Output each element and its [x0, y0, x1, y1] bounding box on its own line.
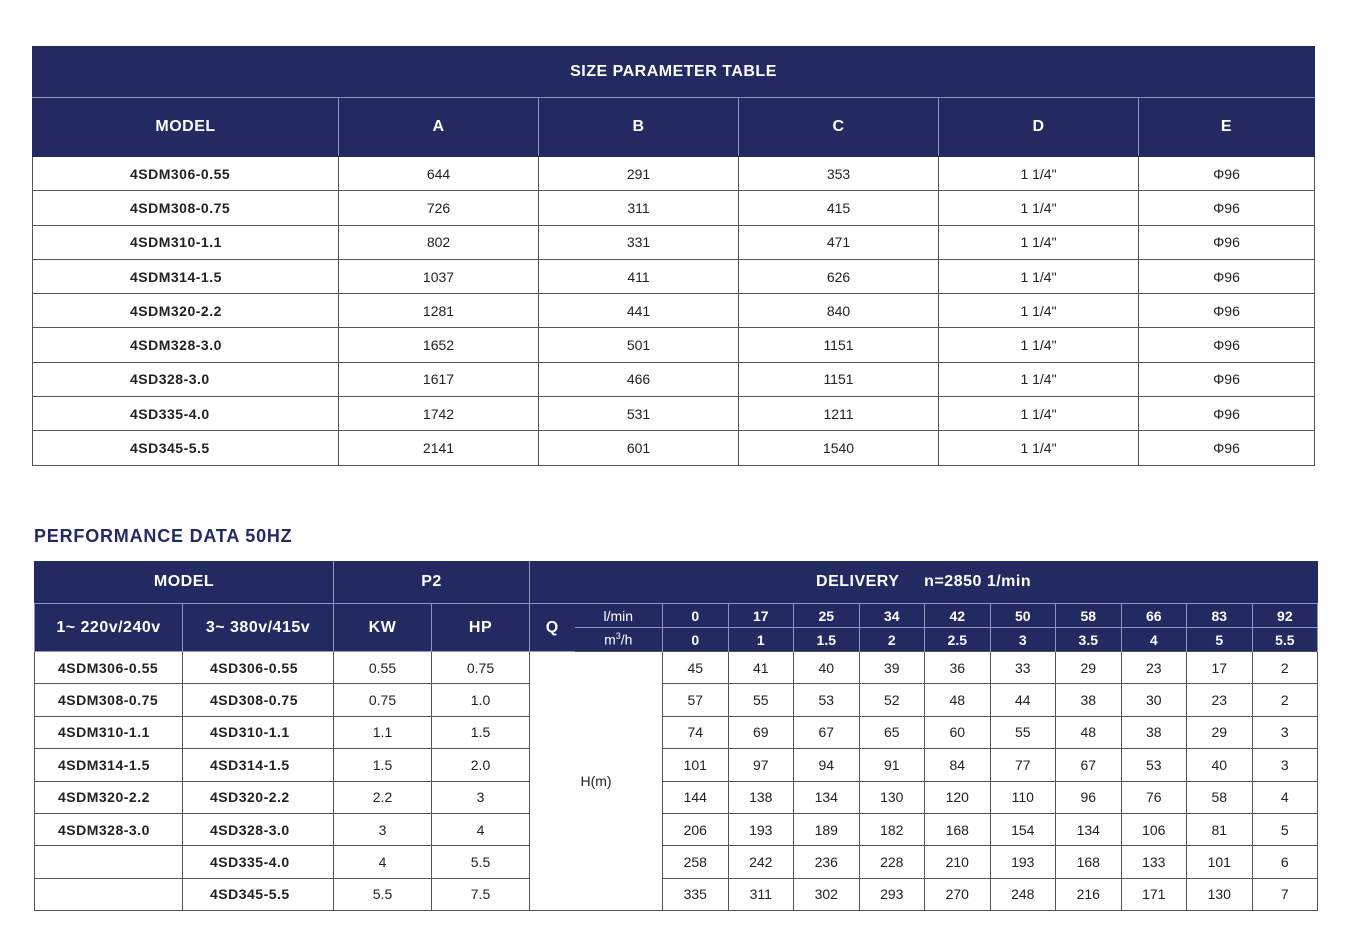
head-value-cell: 120: [925, 781, 991, 813]
model-cell: 4SDM310-1.1: [33, 225, 339, 259]
head-value-cell: 236: [794, 846, 860, 878]
size-table-row: [33, 191, 1315, 225]
head-value-cell: 57: [663, 684, 729, 716]
header-lmin-unit: l/min: [575, 604, 663, 628]
flow-lmin-cell: 0: [663, 604, 729, 628]
performance-row: [35, 716, 1318, 748]
three-phase-model-cell: 4SD345-5.5: [183, 878, 334, 910]
single-phase-model-cell: 4SDM314-1.5: [35, 749, 183, 781]
size-cell-d: 1 1/4": [939, 328, 1139, 362]
size-cell-a: 644: [339, 157, 539, 191]
size-cell-e: Φ96: [1139, 362, 1315, 396]
head-value-cell: 130: [1187, 878, 1253, 910]
head-value-cell: 29: [1187, 716, 1253, 748]
performance-row: [35, 781, 1318, 813]
size-cell-c: 1151: [739, 362, 939, 396]
head-value-cell: 228: [859, 846, 925, 878]
flow-lmin-cell: 92: [1252, 604, 1318, 628]
head-value-cell: 210: [925, 846, 991, 878]
three-phase-model-cell: 4SD310-1.1: [183, 716, 334, 748]
size-cell-e: Φ96: [1139, 397, 1315, 431]
head-value-cell: 38: [1056, 684, 1122, 716]
head-value-cell: 2: [1252, 652, 1318, 684]
performance-row: [35, 652, 1318, 684]
hp-cell: 1.0: [432, 684, 530, 716]
head-value-cell: 55: [728, 684, 794, 716]
head-value-cell: 96: [1056, 781, 1122, 813]
flow-m3h-cell: 0: [663, 628, 729, 652]
head-value-cell: 23: [1121, 652, 1187, 684]
head-value-cell: 242: [728, 846, 794, 878]
perf-header-model: MODEL: [35, 561, 334, 604]
head-value-cell: 133: [1121, 846, 1187, 878]
head-value-cell: 2: [1252, 684, 1318, 716]
size-cell-e: Φ96: [1139, 431, 1315, 465]
head-value-cell: 335: [663, 878, 729, 910]
head-value-cell: 30: [1121, 684, 1187, 716]
size-cell-b: 411: [539, 259, 739, 293]
size-cell-b: 291: [539, 157, 739, 191]
size-cell-b: 466: [539, 362, 739, 396]
size-header-b: B: [539, 98, 739, 157]
head-value-cell: 39: [859, 652, 925, 684]
size-cell-a: 1281: [339, 294, 539, 328]
head-value-cell: 193: [728, 813, 794, 845]
size-cell-c: 1211: [739, 397, 939, 431]
size-table-row: [33, 225, 1315, 259]
head-value-cell: 44: [990, 684, 1056, 716]
flow-lmin-cell: 42: [925, 604, 991, 628]
size-cell-a: 726: [339, 191, 539, 225]
flow-lmin-cell: 25: [794, 604, 860, 628]
size-cell-a: 2141: [339, 431, 539, 465]
hp-cell: 1.5: [432, 716, 530, 748]
head-label-cell: H(m): [530, 652, 663, 911]
head-value-cell: 206: [663, 813, 729, 845]
size-cell-a: 1037: [339, 259, 539, 293]
head-value-cell: 130: [859, 781, 925, 813]
head-value-cell: 138: [728, 781, 794, 813]
head-value-cell: 101: [1187, 846, 1253, 878]
three-phase-model-cell: 4SD308-0.75: [183, 684, 334, 716]
flow-lmin-cell: 83: [1187, 604, 1253, 628]
head-value-cell: 53: [1121, 749, 1187, 781]
head-value-cell: 40: [1187, 749, 1253, 781]
head-value-cell: 134: [1056, 813, 1122, 845]
size-cell-e: Φ96: [1139, 225, 1315, 259]
delivery-label: DELIVERY: [816, 573, 900, 590]
head-value-cell: 7: [1252, 878, 1318, 910]
model-cell: 4SDM328-3.0: [33, 328, 339, 362]
hp-cell: 7.5: [432, 878, 530, 910]
size-cell-b: 331: [539, 225, 739, 259]
header-hp: HP: [432, 604, 530, 652]
size-parameter-table: [32, 46, 1315, 466]
size-cell-a: 1652: [339, 328, 539, 362]
size-cell-e: Φ96: [1139, 259, 1315, 293]
size-table-row: [33, 259, 1315, 293]
flow-m3h-cell: 4: [1121, 628, 1187, 652]
head-value-cell: 69: [728, 716, 794, 748]
head-value-cell: 77: [990, 749, 1056, 781]
kw-cell: 3: [334, 813, 432, 845]
size-header-e: E: [1139, 98, 1315, 157]
size-cell-e: Φ96: [1139, 191, 1315, 225]
size-table-row: [33, 328, 1315, 362]
kw-cell: 1.1: [334, 716, 432, 748]
head-value-cell: 106: [1121, 813, 1187, 845]
size-header-model: MODEL: [33, 98, 339, 157]
size-header-d: D: [939, 98, 1139, 157]
flow-lmin-cell: 17: [728, 604, 794, 628]
head-value-cell: 168: [1056, 846, 1122, 878]
performance-row: [35, 813, 1318, 845]
performance-row: [35, 684, 1318, 716]
head-value-cell: 3: [1252, 716, 1318, 748]
size-table-row: [33, 362, 1315, 396]
head-value-cell: 36: [925, 652, 991, 684]
flow-m3h-cell: 5.5: [1252, 628, 1318, 652]
speed-label: n=2850 1/min: [924, 573, 1032, 590]
head-value-cell: 110: [990, 781, 1056, 813]
model-cell: 4SDM308-0.75: [33, 191, 339, 225]
head-value-cell: 48: [925, 684, 991, 716]
size-table-row: [33, 157, 1315, 191]
size-table-title: SIZE PARAMETER TABLE: [33, 47, 1315, 98]
single-phase-model-cell: 4SDM328-3.0: [35, 813, 183, 845]
head-value-cell: 58: [1187, 781, 1253, 813]
three-phase-model-cell: 4SD320-2.2: [183, 781, 334, 813]
head-value-cell: 248: [990, 878, 1056, 910]
size-header-a: A: [339, 98, 539, 157]
head-value-cell: 84: [925, 749, 991, 781]
head-value-cell: 311: [728, 878, 794, 910]
header-kw: KW: [334, 604, 432, 652]
size-cell-c: 1151: [739, 328, 939, 362]
flow-m3h-cell: 2: [859, 628, 925, 652]
size-cell-b: 531: [539, 397, 739, 431]
head-value-cell: 189: [794, 813, 860, 845]
performance-row: [35, 846, 1318, 878]
size-header-c: C: [739, 98, 939, 157]
head-value-cell: 55: [990, 716, 1056, 748]
size-cell-c: 353: [739, 157, 939, 191]
head-value-cell: 168: [925, 813, 991, 845]
single-phase-model-cell: 4SDM320-2.2: [35, 781, 183, 813]
head-value-cell: 40: [794, 652, 860, 684]
model-cell: 4SDM306-0.55: [33, 157, 339, 191]
model-cell: 4SD335-4.0: [33, 397, 339, 431]
model-cell: 4SDM320-2.2: [33, 294, 339, 328]
single-phase-model-cell: [35, 846, 183, 878]
performance-heading: PERFORMANCE DATA 50HZ: [34, 526, 293, 546]
hp-cell: 2.0: [432, 749, 530, 781]
head-value-cell: 60: [925, 716, 991, 748]
size-cell-d: 1 1/4": [939, 362, 1139, 396]
head-value-cell: 171: [1121, 878, 1187, 910]
header-three-phase: 3~ 380v/415v: [183, 604, 334, 652]
head-value-cell: 67: [1056, 749, 1122, 781]
head-value-cell: 134: [794, 781, 860, 813]
head-value-cell: 41: [728, 652, 794, 684]
head-value-cell: 29: [1056, 652, 1122, 684]
perf-header-delivery: [530, 561, 1318, 604]
head-value-cell: 17: [1187, 652, 1253, 684]
size-table-row: [33, 431, 1315, 465]
head-value-cell: 101: [663, 749, 729, 781]
size-cell-c: 415: [739, 191, 939, 225]
size-cell-b: 501: [539, 328, 739, 362]
size-cell-e: Φ96: [1139, 157, 1315, 191]
size-cell-d: 1 1/4": [939, 431, 1139, 465]
head-value-cell: 4: [1252, 781, 1318, 813]
hp-cell: 4: [432, 813, 530, 845]
flow-lmin-cell: 66: [1121, 604, 1187, 628]
size-cell-b: 311: [539, 191, 739, 225]
size-table-body: [33, 157, 1315, 466]
size-cell-c: 1540: [739, 431, 939, 465]
head-value-cell: 33: [990, 652, 1056, 684]
size-cell-b: 441: [539, 294, 739, 328]
flow-m3h-cell: 3: [990, 628, 1056, 652]
flow-m3h-cell: 1: [728, 628, 794, 652]
head-value-cell: 76: [1121, 781, 1187, 813]
hp-cell: 0.75: [432, 652, 530, 684]
kw-cell: 1.5: [334, 749, 432, 781]
three-phase-model-cell: 4SD328-3.0: [183, 813, 334, 845]
three-phase-model-cell: 4SD314-1.5: [183, 749, 334, 781]
size-cell-a: 1742: [339, 397, 539, 431]
head-value-cell: 23: [1187, 684, 1253, 716]
model-cell: 4SD328-3.0: [33, 362, 339, 396]
size-cell-e: Φ96: [1139, 294, 1315, 328]
head-value-cell: 270: [925, 878, 991, 910]
flow-m3h-cell: 1.5: [794, 628, 860, 652]
size-table-row: [33, 294, 1315, 328]
head-value-cell: 193: [990, 846, 1056, 878]
size-table-row: [33, 397, 1315, 431]
kw-cell: 5.5: [334, 878, 432, 910]
head-value-cell: 52: [859, 684, 925, 716]
head-value-cell: 38: [1121, 716, 1187, 748]
size-cell-b: 601: [539, 431, 739, 465]
flow-lmin-cell: 34: [859, 604, 925, 628]
head-value-cell: 302: [794, 878, 860, 910]
size-cell-a: 1617: [339, 362, 539, 396]
model-cell: 4SDM314-1.5: [33, 259, 339, 293]
head-value-cell: 3: [1252, 749, 1318, 781]
head-value-cell: 5: [1252, 813, 1318, 845]
kw-cell: 0.75: [334, 684, 432, 716]
size-cell-c: 471: [739, 225, 939, 259]
size-cell-d: 1 1/4": [939, 191, 1139, 225]
performance-table-body: [35, 652, 1318, 911]
performance-table: [34, 561, 1318, 911]
flow-m3h-cell: 2.5: [925, 628, 991, 652]
performance-row: [35, 749, 1318, 781]
size-cell-d: 1 1/4": [939, 259, 1139, 293]
size-cell-c: 840: [739, 294, 939, 328]
head-value-cell: 74: [663, 716, 729, 748]
size-cell-e: Φ96: [1139, 328, 1315, 362]
head-value-cell: 67: [794, 716, 860, 748]
single-phase-model-cell: 4SDM310-1.1: [35, 716, 183, 748]
single-phase-model-cell: 4SDM308-0.75: [35, 684, 183, 716]
size-cell-a: 802: [339, 225, 539, 259]
flow-m3h-cell: 5: [1187, 628, 1253, 652]
hp-cell: 3: [432, 781, 530, 813]
hp-cell: 5.5: [432, 846, 530, 878]
head-value-cell: 45: [663, 652, 729, 684]
head-value-cell: 65: [859, 716, 925, 748]
flow-lmin-cell: 58: [1056, 604, 1122, 628]
model-cell: 4SD345-5.5: [33, 431, 339, 465]
header-q: Q: [530, 604, 575, 652]
head-value-cell: 182: [859, 813, 925, 845]
flow-lmin-cell: 50: [990, 604, 1056, 628]
kw-cell: 2.2: [334, 781, 432, 813]
head-value-cell: 293: [859, 878, 925, 910]
three-phase-model-cell: 4SD306-0.55: [183, 652, 334, 684]
three-phase-model-cell: 4SD335-4.0: [183, 846, 334, 878]
performance-row: [35, 878, 1318, 910]
flow-m3h-cell: 3.5: [1056, 628, 1122, 652]
header-single-phase: 1~ 220v/240v: [35, 604, 183, 652]
head-value-cell: 258: [663, 846, 729, 878]
head-value-cell: 216: [1056, 878, 1122, 910]
size-cell-c: 626: [739, 259, 939, 293]
head-value-cell: 94: [794, 749, 860, 781]
single-phase-model-cell: 4SDM306-0.55: [35, 652, 183, 684]
head-value-cell: 91: [859, 749, 925, 781]
kw-cell: 4: [334, 846, 432, 878]
kw-cell: 0.55: [334, 652, 432, 684]
head-value-cell: 144: [663, 781, 729, 813]
size-cell-d: 1 1/4": [939, 157, 1139, 191]
perf-header-p2: P2: [334, 561, 530, 604]
size-cell-d: 1 1/4": [939, 397, 1139, 431]
head-value-cell: 154: [990, 813, 1056, 845]
head-value-cell: 53: [794, 684, 860, 716]
head-value-cell: 6: [1252, 846, 1318, 878]
head-value-cell: 48: [1056, 716, 1122, 748]
head-value-cell: 97: [728, 749, 794, 781]
single-phase-model-cell: [35, 878, 183, 910]
header-m3h-unit: $m^3/h$: [575, 628, 663, 652]
size-cell-d: 1 1/4": [939, 225, 1139, 259]
head-value-cell: 81: [1187, 813, 1253, 845]
size-cell-d: 1 1/4": [939, 294, 1139, 328]
